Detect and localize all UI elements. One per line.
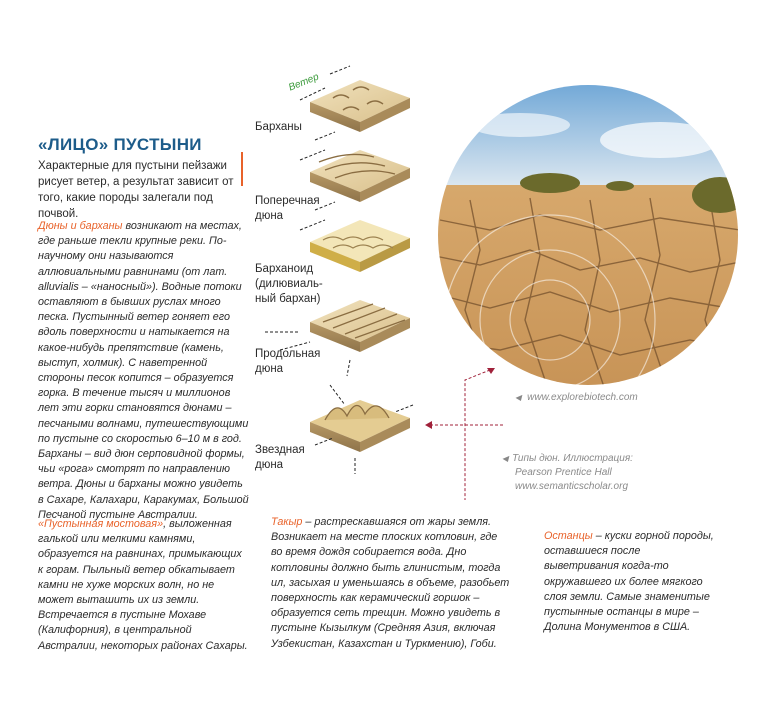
mostovaya-body: , выложенная галькой или мелкими камнями, образуется на равнинах, примыкающих к горам. Пыльный ветер обкатывает камни не хуже морских волн, но не может выташить их из земли. Встречается в пустыне Мохаве (Калифорния), в центральной Австралии, некоторых районах Сахары. — [38, 518, 248, 652]
photo-credit-text: www.explorebiotech.com — [527, 392, 638, 403]
photo-credit — [515, 391, 638, 405]
wind-arrow-2 — [330, 66, 350, 74]
dunes-highlight: Дюны и барханы — [38, 220, 123, 232]
takyr-paragraph — [271, 515, 511, 652]
mostovaya-paragraph — [38, 517, 248, 654]
label-barchanoid: Барханоид (дилювиаль-ный бархан) — [255, 263, 323, 305]
label-star: Звездная дюна — [255, 444, 305, 471]
takyr-photo — [430, 80, 750, 390]
label-transverse: Поперечная дюна — [255, 195, 320, 222]
lead-text: Характерные для пустыни пейзажи рисует ветер, а результат зависит от того, какие породы залегали под почвой. — [38, 160, 234, 220]
dunes-body: возникают на местах, где раньше текли крупные реки. По-научному они называются аллювиальными равнинами (от лат. alluvialis – «наносный»). Водные потоки оставляют в бывших руслах много песка. Пустынный ветер гоняет его вдоль поверхности и натыкается на какое-нибудь препятствие (камень, выступ, холмик). С наветренной стороны песок копится – образуется горка. В течение тысяч и миллионов лет эти горки становятся дюнами – песчаными волнами, путешествующими по пустыне со скоростью 6–10 м в год. Барханы – вид дюн серповидной формы, чьи «рога» смотрят по направлению ветра. Дюны и барханы можно увидеть в Сахаре, Калахари, Каракумах, Большой Песчаной пустыне Австралии. — [38, 220, 249, 521]
page-title: «ЛИЦО» ПУСТЫНИ — [38, 135, 202, 154]
takyr-body: – растрескавшаяся от жары земля. Возникает на месте плоских котловин, где во время дождя собирается вода. Дно котловины должно быть глинистым, тогда ил, засыхая и уменьшаясь в объеме, разобьет поверхность как керамический горшок – образуется сеть трещин. Можно увидеть в пустыне Кызылкум (Средняя Азия, включая Узбекистан, Казахстан и Туркмению), Гоби. — [271, 516, 510, 650]
label-longitudinal: Продольная дюна — [255, 348, 321, 375]
wind-label: Ветер — [287, 71, 321, 94]
dunes-paragraph — [38, 219, 250, 523]
triangle-icon: ◀ — [515, 393, 522, 402]
barchan-tile — [310, 80, 410, 132]
ostanci-highlight: Останцы — [544, 530, 593, 542]
ostanci-paragraph — [544, 529, 714, 635]
longitudinal-tile — [310, 300, 410, 352]
ostanci-body: – куски горной породы, оставшиеся после выветривания когда-то окружавшего их более мягкого слоя земли. Самые знаменитые пустынные останцы в мире – Долина Монументов в США. — [544, 530, 714, 634]
takyr-highlight: Такыр — [271, 516, 303, 528]
triangle-icon-2: ◀ — [502, 454, 509, 463]
caption-line-1: Типы дюн. Иллюстрация: — [512, 453, 633, 464]
lead-accent-bar — [241, 152, 243, 186]
caption-line-2: Pearson Prentice Hall — [515, 467, 612, 478]
mostovaya-highlight: «Пустынная мостовая» — [38, 518, 164, 530]
label-barchans: Барханы — [255, 121, 302, 133]
caption-line-3: www.semanticscholar.org — [515, 481, 629, 492]
caption-credit — [502, 452, 633, 494]
